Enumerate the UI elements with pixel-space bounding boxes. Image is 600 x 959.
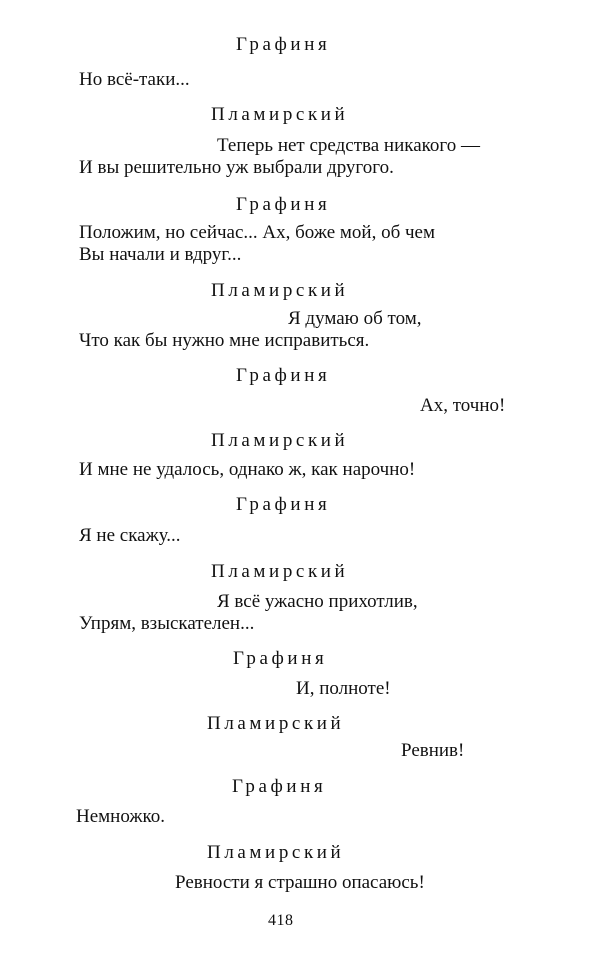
speaker-name: Пламирский — [207, 842, 345, 863]
verse-line: Упрям, взыскателен... — [79, 613, 255, 634]
verse-line: Ревнив! — [401, 740, 465, 761]
page-number: 418 — [268, 912, 294, 929]
verse-line: Я не скажу... — [79, 525, 181, 546]
verse-line: Но всё-таки... — [79, 69, 190, 90]
verse-line: Теперь нет средства никакого — — [217, 135, 480, 156]
verse-line: Что как бы нужно мне исправиться. — [79, 330, 370, 351]
speaker-name: Графиня — [236, 365, 331, 386]
speaker-name: Пламирский — [211, 104, 349, 125]
speaker-name: Пламирский — [207, 713, 345, 734]
speaker-name: Графиня — [233, 648, 328, 669]
verse-line: И вы решительно уж выбрали другого. — [79, 157, 394, 178]
speaker-name: Пламирский — [211, 561, 349, 582]
verse-line: Немножко. — [76, 806, 166, 827]
verse-line: Ах, точно! — [420, 395, 506, 416]
speaker-name: Графиня — [232, 776, 327, 797]
speaker-name: Пламирский — [211, 430, 349, 451]
speaker-name: Графиня — [236, 494, 331, 515]
verse-line: Ревности я страшно опасаюсь! — [175, 872, 425, 893]
verse-line: Я всё ужасно прихотлив, — [217, 591, 418, 612]
verse-line: Положим, но сейчас... Ах, боже мой, об чем — [79, 222, 435, 243]
speaker-name: Пламирский — [211, 280, 349, 301]
verse-line: Вы начали и вдруг... — [79, 244, 242, 265]
verse-line: Я думаю об том, — [288, 308, 422, 329]
verse-line: И мне не удалось, однако ж, как нарочно! — [79, 459, 416, 480]
verse-line: И, полноте! — [296, 678, 391, 699]
speaker-name: Графиня — [236, 194, 331, 215]
speaker-name: Графиня — [236, 34, 331, 55]
